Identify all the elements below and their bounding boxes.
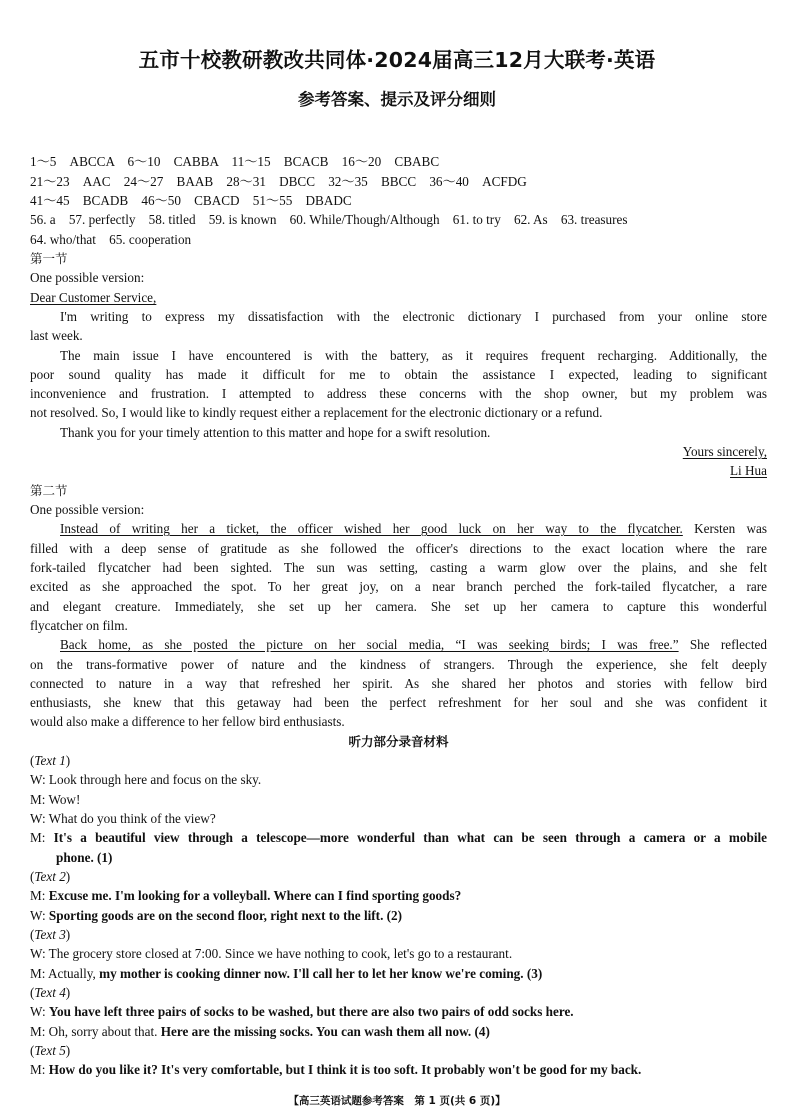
dialogue-line: W: The grocery store closed at 7:00. Since we have nothing to cook, let's go to a restaurant.: [30, 946, 513, 961]
dialogue-line: phone. (1): [56, 850, 113, 865]
text-label: (Text 1): [30, 753, 71, 768]
answer-row: 21～23 AAC 24～27 BAAB 28～31 DBCC 32～35 BBCC 36～40 ACFDG: [30, 174, 527, 189]
essay-line: on the trans-formative power of nature and the kindness of strangers. Through the experience, she felt deeply: [30, 657, 767, 672]
text-label: (Text 5): [30, 1043, 71, 1058]
dialogue-line: W: Sporting goods are on the second floor, right next to the lift. (2): [30, 908, 403, 923]
page-footer: 【高三英语试题参考答案 第 1 页(共 6 页)】: [288, 1095, 506, 1107]
essay-line: excited as she approached the spot. To her great joy, on a near branch perched the fork-tailed flycatcher, a rare: [30, 579, 767, 594]
dialogue-line: M: Oh, sorry about that. Here are the missing socks. You can wash them all now. (4): [30, 1024, 490, 1039]
dialogue-line: M: How do you like it? It's very comfortable, but I think it is too soft. It probably won't be good for my back.: [30, 1062, 642, 1077]
page-subtitle: 参考答案、提示及评分细则: [298, 90, 496, 109]
dialogue-line: M: Excuse me. I'm looking for a volleyball. Where can I find sporting goods?: [30, 888, 462, 903]
answer-row: 64. who/that 65. cooperation: [30, 232, 192, 247]
answer-row: 56. a 57. perfectly 58. titled 59. is known 60. While/Though/Although 61. to try 62. As 63. treasures: [30, 212, 628, 227]
essay-line: Instead of writing her a ticket, the officer wished her good luck on her way to the flycatcher. Kersten was: [60, 521, 767, 536]
essay-line: filled with a deep sense of gratitude as she followed the officer's directions to the exact location where the rare: [30, 541, 767, 556]
page-title: 五市十校教研教改共同体·2024届高三12月大联考·英语: [138, 48, 656, 72]
version-intro: One possible version:: [30, 270, 145, 285]
letter-closing: Yours sincerely,: [682, 444, 767, 459]
answer-row: 1～5 ABCCA 6～10 CABBA 11～15 BCACB 16～20 CBABC: [30, 154, 440, 169]
essay-line: flycatcher on film.: [30, 618, 128, 633]
version-intro: One possible version:: [30, 502, 145, 517]
dialogue-line: W: Look through here and focus on the sky.: [30, 772, 262, 787]
dialogue-line: M: It's a beautiful view through a telescope—more wonderful than what can be seen through a camera or a mobile: [30, 830, 767, 845]
essay-line: connected to nature in a way that refreshed her spirit. As she shared her photos and stories with fellow bird: [30, 676, 767, 691]
letter-line: Thank you for your timely attention to this matter and hope for a swift resolution.: [60, 425, 491, 440]
text-label: (Text 2): [30, 869, 71, 884]
letter-line: The main issue I have encountered is with the battery, as it requires frequent recharging. Additionally, the: [60, 348, 767, 363]
letter-salutation: Dear Customer Service,: [30, 290, 157, 305]
text-label: (Text 3): [30, 927, 71, 942]
letter-line: poor sound quality has made it difficult for me to obtain the assistance I expected, leading to significant: [30, 367, 767, 382]
dialogue-line: W: What do you think of the view?: [30, 811, 216, 826]
letter-line: last week.: [30, 328, 83, 343]
essay-line: Back home, as she posted the picture on her social media, “I was seeking birds; I was free.” She reflected: [60, 637, 767, 652]
essay-line: and elegant creature. Immediately, she set up her camera. She set up her camera to capture this wonderful: [30, 599, 767, 614]
answer-row: 41～45 BCADB 46～50 CBACD 51～55 DBADC: [30, 193, 352, 208]
essay-line: would also make a difference to her fellow bird enthusiasts.: [30, 714, 345, 729]
text-label: (Text 4): [30, 985, 71, 1000]
dialogue-line: M: Actually, my mother is cooking dinner now. I'll call her to let her know we're coming. (3): [30, 966, 543, 981]
section-heading: 第一节: [30, 251, 68, 266]
dialogue-line: M: Wow!: [30, 792, 81, 807]
essay-line: fork-tailed flycatcher had been sighted. The sun was setting, casting a warm glow over the plains, and she felt: [30, 560, 767, 575]
letter-signature: Li Hua: [730, 463, 767, 478]
essay-line: enthusiasts, she knew that this getaway had been the perfect refreshment for her soul and she was confident it: [30, 695, 767, 710]
dialogue-line: W: You have left three pairs of socks to be washed, but there are also two pairs of odd socks here.: [30, 1004, 574, 1019]
letter-line: I'm writing to express my dissatisfaction with the electronic dictionary I purchased from your online store: [60, 309, 767, 324]
listening-heading: 听力部分录音材料: [348, 734, 449, 749]
letter-line: not resolved. So, I would like to kindly request either a replacement for the electronic dictionary or a refund.: [30, 405, 603, 420]
section-heading: 第二节: [30, 483, 68, 498]
letter-line: inconvenience and frustration. I attempted to address these concerns with the shop owner, but my problem was: [30, 386, 767, 401]
